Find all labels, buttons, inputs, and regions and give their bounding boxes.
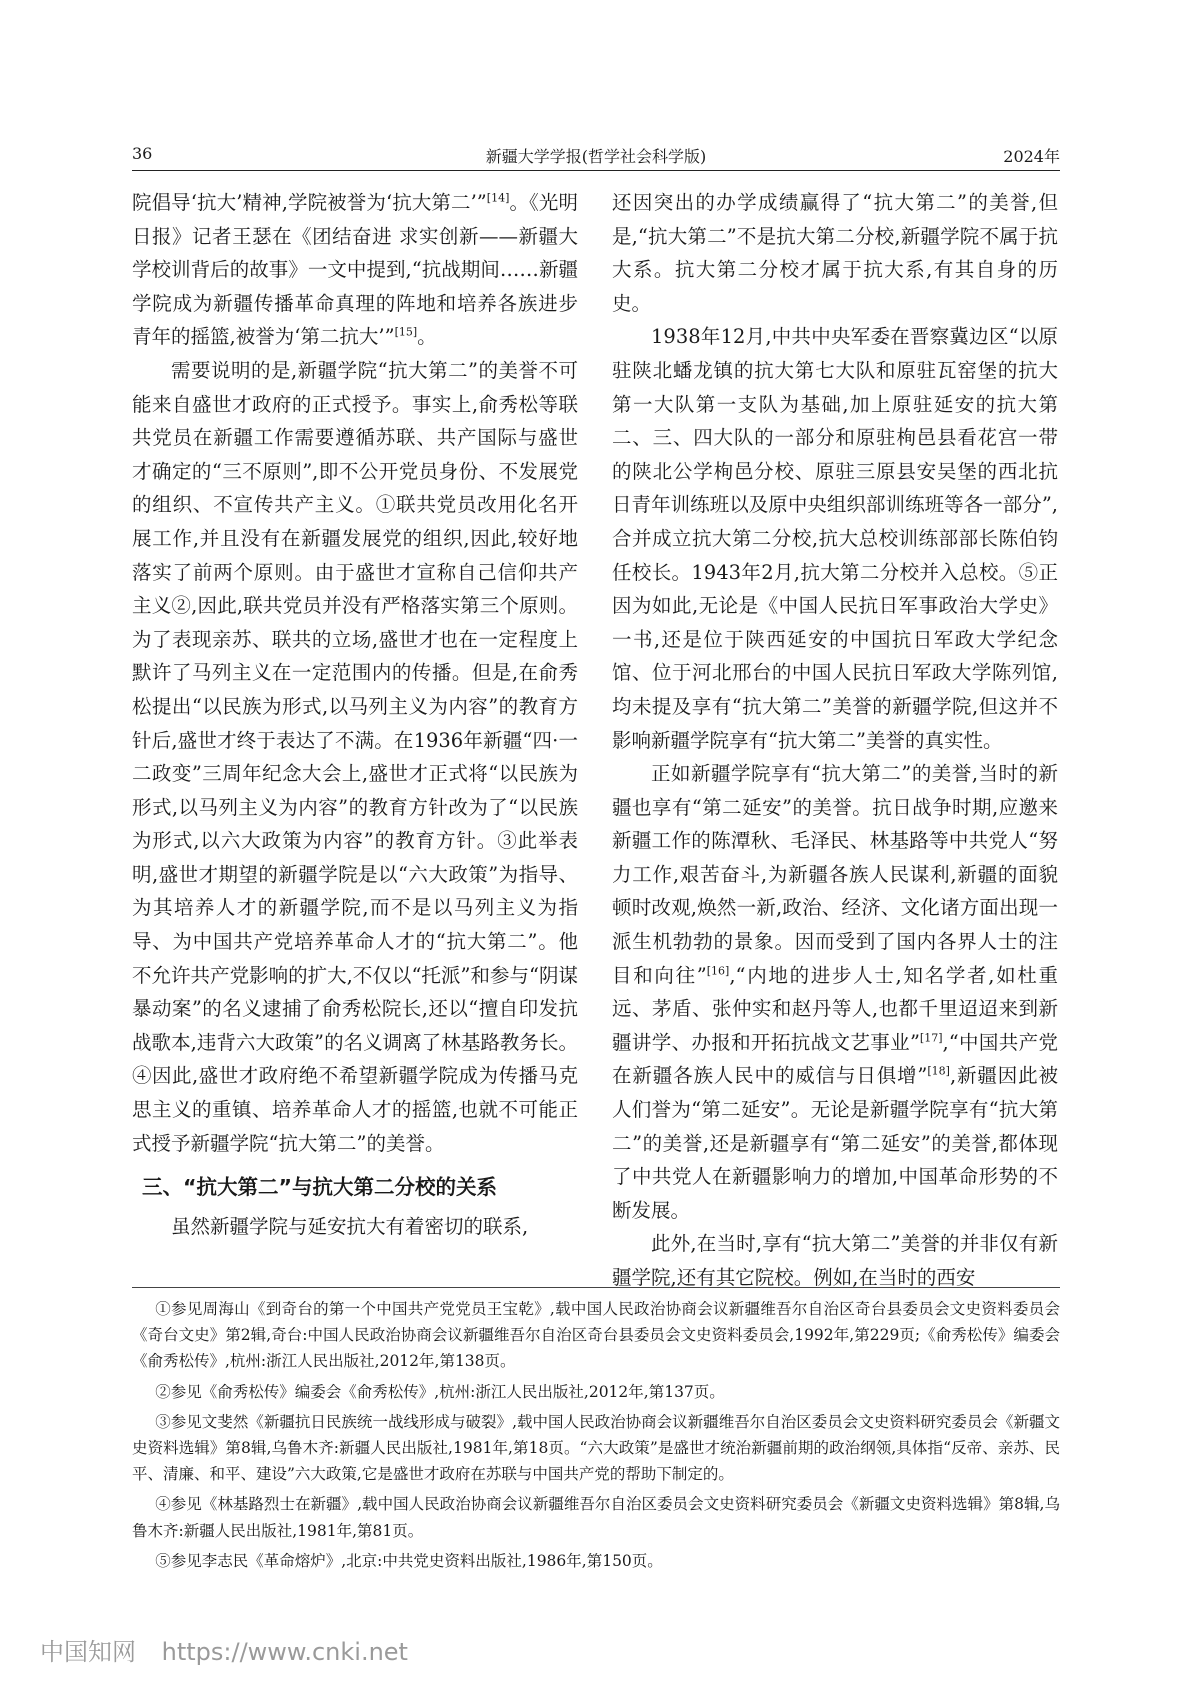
journal-title: 新疆大学学报(哲学社会科学版) — [485, 147, 707, 166]
footnote: ②参见《俞秀松传》编委会《俞秀松传》,杭州:浙江人民出版社,2012年,第137页。 — [155, 1382, 725, 1401]
footnotes — [132, 1296, 1060, 1578]
left-column — [132, 186, 578, 1244]
footnote: ③参见文斐然《新疆抗日民族统一战线形成与破裂》,载中国人民政治协商会议新疆维吾尔自治区委员会文史资料研究委员会《新疆文史资料选辑》第8辑,乌鲁木齐:新疆人民出版社,1981年,第18页。“六大政策”是盛世才统治新疆前期的政治纲领,具体指“反帝、亲苏、民平、清廉、和平、建设”六大政策,它是盛世才政府在苏联与中国共产党的帮助下制定的。 — [132, 1412, 1060, 1484]
page-number: 36 — [132, 144, 153, 163]
footnote: ①参见周海山《到奇台的第一个中国共产党党员王宝乾》,载中国人民政治协商会议新疆维吾尔自治区奇台县委员会文史资料委员会《奇台文史》第2辑,奇台:中国人民政治协商会议新疆维吾尔自治区奇台县委员会文史资料委员会,1992年,第229页;《俞秀松传》编委会《俞秀松传》,杭州:浙江人民出版社,2012年,第138页。 — [132, 1300, 1060, 1371]
paragraph: 此外,在当时,享有“抗大第二”美誉的并非仅有新疆学院,还有其它院校。例如,在当时的西安 — [612, 1232, 1058, 1289]
citation-marker: [17] — [919, 1031, 943, 1045]
paragraph: 需要说明的是,新疆学院“抗大第二”的美誉不可能来自盛世才政府的正式授予。事实上,俞秀松等联共党员在新疆工作需要遵循苏联、共产国际与盛世才确定的“三不原则”,即不公开党员身份、不发展党的组织、不宣传共产主义。①联共党员改用化名开展工作,并且没有在新疆发展党的组织,因此,较好地落实了前两个原则。由于盛世才宣称自己信仰共产主义②,因此,联共党员并没有严格落实第三个原则。为了表现亲苏、联共的立场,盛世才也在一定程度上默许了马列主义在一定范围内的传播。但是,在俞秀松提出“以民族为形式,以马列主义为内容”的教育方针后,盛世才终于表达了不满。在1936年新疆“四·一二政变”三周年纪念大会上,盛世才正式将“以民族为形式,以马列主义为内容”的教育方针改为了“以民族为形式,以六大政策为内容”的教育方针。③此举表明,盛世才期望的新疆学院是以“六大政策”为指导、为其培养人才的新疆学院,而不是以马列主义为指导、为中国共产党培养革命人才的“抗大第二”。他不允许共产党影响的扩大,不仅以“托派”和参与“阴谋暴动案”的名义逮捕了俞秀松院长,还以“擅自印发抗战歌本,违背六大政策”的名义调离了林基路教务长。④因此,盛世才政府绝不希望新疆学院成为传播马克思主义的重镇、培养革命人才的摇篮,也就不可能正式授予新疆学院“抗大第二”的美誉。 — [132, 358, 578, 1155]
watermark-site-name: 中国知网 — [40, 1638, 136, 1666]
citation-marker: [16] — [706, 964, 730, 978]
paragraph: 院倡导‘抗大’精神,学院被誉为‘抗大第二’”[14]。《光明日报》记者王瑟在《团结奋进 求实创新——新疆大学校训背后的故事》一文中提到,“抗战期间……新疆学院成为新疆传播革命真理的阵地和培养各族进步青年的摇篮,被誉为‘第二抗大’”[15]。 — [132, 191, 578, 349]
citation-marker: [14] — [486, 191, 510, 205]
paragraph: 还因突出的办学成绩赢得了“抗大第二”的美誉,但是,“抗大第二”不是抗大第二分校,新疆学院不属于抗大系。抗大第二分校才属于抗大系,有其自身的历史。 — [612, 191, 1058, 315]
citation-marker: [15] — [394, 325, 418, 339]
citation-marker: [18] — [927, 1064, 950, 1078]
paragraph: 1938年12月,中共中央军委在晋察冀边区“以原驻陕北蟠龙镇的抗大第七大队和原驻瓦窑堡的抗大第一大队第一支队为基础,加上原驻延安的抗大第二、三、四大队的一部分和原驻栒邑县看花宫一带的陕北公学栒邑分校、原驻三原县安吴堡的西北抗日青年训练班以及原中央组织部训练班等各一部分”,合并成立抗大第二分校,抗大总校训练部部长陈伯钧任校长。1943年2月,抗大第二分校并入总校。⑤正因为如此,无论是《中国人民抗日军事政治大学史》一书,还是位于陕西延安的中国抗日军政大学纪念馆、位于河北邢台的中国人民抗日军政大学陈列馆,均未提及享有“抗大第二”美誉的新疆学院,但这并不影响新疆学院享有“抗大第二”美誉的真实性。 — [612, 325, 1058, 752]
watermark-url: https://www.cnki.net — [161, 1638, 408, 1666]
paragraph: 虽然新疆学院与延安抗大有着密切的联系, — [171, 1215, 529, 1239]
publication-year: 2024年 — [1003, 147, 1060, 166]
footnote-divider — [132, 1287, 1060, 1288]
paragraph: 正如新疆学院享有“抗大第二”的美誉,当时的新疆也享有“第二延安”的美誉。抗日战争时期,应邀来新疆工作的陈潭秋、毛泽民、林基路等中共党人“努力工作,艰苦奋斗,为新疆各族人民谋利,新疆的面貌顿时改观,焕然一新,政治、经济、文化诸方面出现一派生机勃勃的景象。因而受到了国内各界人士的注目和向往”[16],“内地的进步人士,知名学者,如杜重远、茅盾、张仲实和赵丹等人,也都千里迢迢来到新疆讲学、办报和开拓抗战文艺事业”[17],“中国共产党在新疆各族人民中的威信与日俱增”[18],新疆因此被人们誉为“第二延安”。无论是新疆学院享有“抗大第二”的美誉,还是新疆享有“第二延安”的美誉,都体现了中共党人在新疆影响力的增加,中国革命形势的不断发展。 — [612, 762, 1058, 1222]
cnki-watermark — [40, 1632, 408, 1667]
section-heading: 三、“抗大第二”与抗大第二分校的关系 — [142, 1175, 497, 1200]
running-header — [132, 140, 1060, 171]
right-column — [612, 186, 1058, 1295]
footnote: ④参见《林基路烈士在新疆》,载中国人民政治协商会议新疆维吾尔自治区委员会文史资料研究委员会《新疆文史资料选辑》第8辑,乌鲁木齐:新疆人民出版社,1981年,第81页。 — [132, 1495, 1060, 1540]
footnote: ⑤参见李志民《革命熔炉》,北京:中共党史资料出版社,1986年,第150页。 — [155, 1551, 663, 1570]
